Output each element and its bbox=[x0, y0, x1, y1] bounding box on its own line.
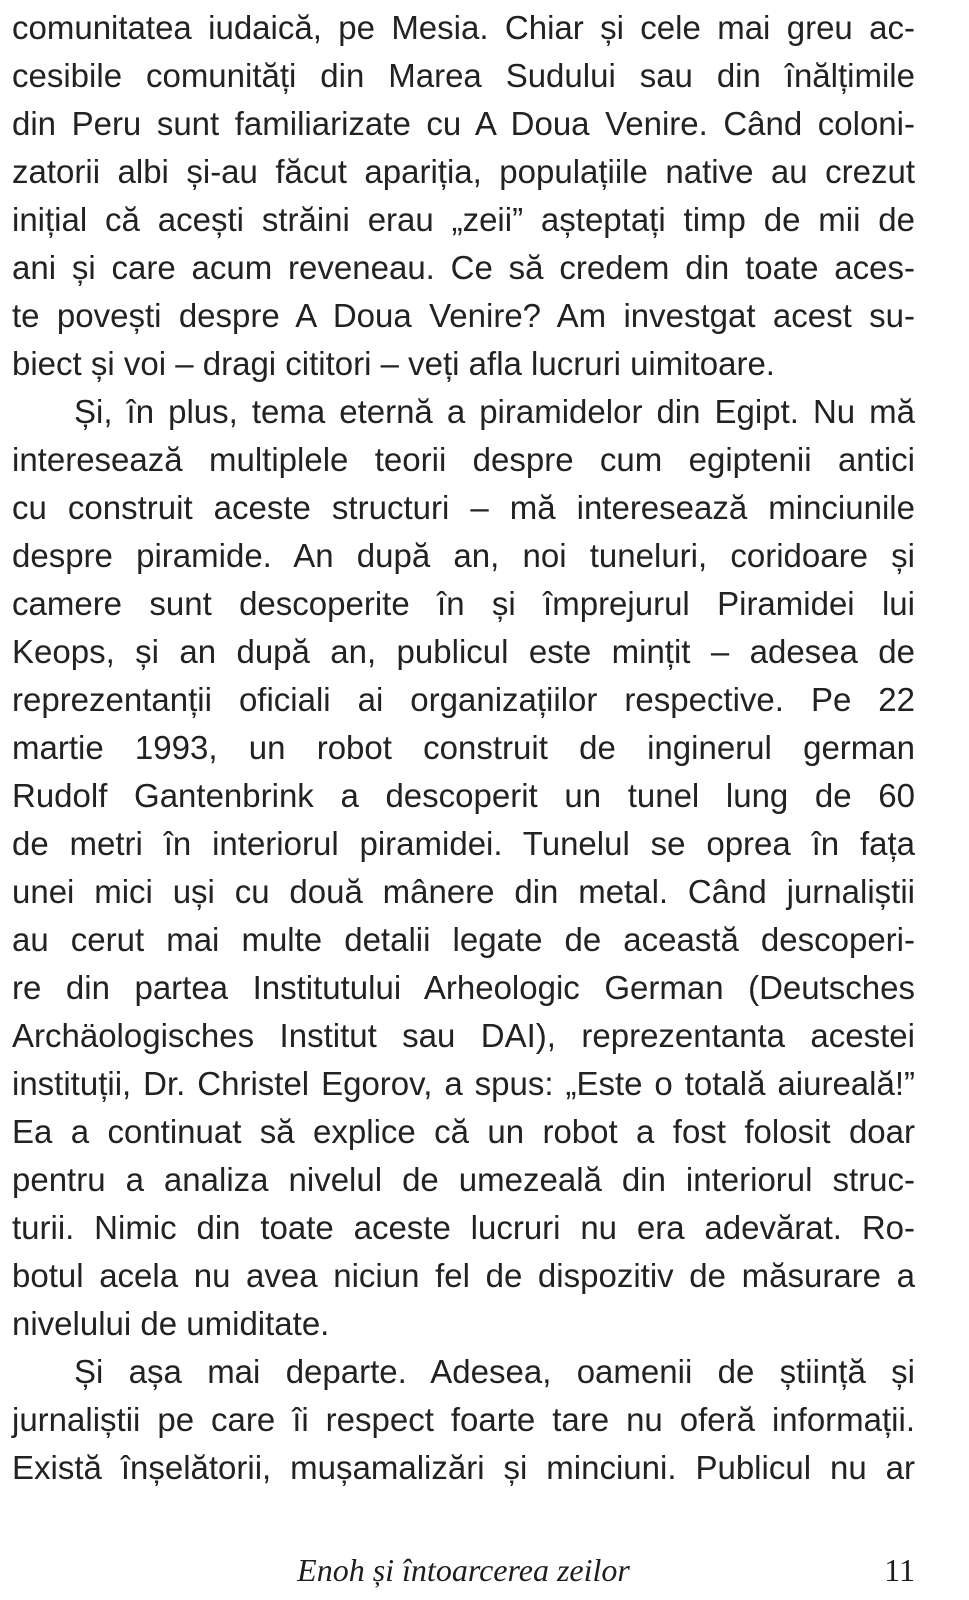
text-line: reprezentanții oficiali ai organizațiilor respective. Pe 22 bbox=[12, 681, 915, 718]
text-line: despre piramide. An după an, noi tuneluri, coridoare și bbox=[12, 537, 915, 574]
text-line: te povești despre A Doua Venire? Am investgat acest su- bbox=[12, 297, 915, 334]
text-line: Keops, și an după an, publicul este mințit – adesea de bbox=[12, 633, 915, 670]
text-line: Și, în plus, tema eternă a piramidelor din Egipt. Nu mă bbox=[74, 393, 915, 430]
text-line: Archäologisches Institut sau DAI), reprezentanta acestei bbox=[12, 1017, 915, 1054]
text-line: au cerut mai multe detalii legate de această descoperi- bbox=[12, 921, 915, 958]
text-line: nivelului de umiditate. bbox=[12, 1305, 330, 1342]
page-footer bbox=[12, 1544, 915, 1596]
paragraph-2 bbox=[12, 388, 915, 1348]
text-line: din Peru sunt familiarizate cu A Doua Venire. Când coloni- bbox=[12, 105, 915, 142]
text-line: de metri în interiorul piramidei. Tunelul se oprea în fața bbox=[12, 825, 915, 862]
text-line: biect și voi – dragi cititori – veți afla lucruri uimitoare. bbox=[12, 345, 775, 382]
text-line: turii. Nimic din toate aceste lucruri nu era adevărat. Ro- bbox=[12, 1209, 915, 1246]
text-line: Ea a continuat să explice că un robot a fost folosit doar bbox=[12, 1113, 915, 1150]
text-line: Și așa mai departe. Adesea, oamenii de știință și bbox=[74, 1353, 915, 1390]
text-line: Rudolf Gantenbrink a descoperit un tunel lung de 60 bbox=[12, 777, 915, 814]
text-line: inițial că acești străini erau „zeii” așteptați timp de mii de bbox=[12, 201, 915, 238]
page-number: 11 bbox=[884, 1552, 915, 1588]
text-line: ani și care acum reveneau. Ce să credem din toate aces- bbox=[12, 249, 915, 286]
text-line: cesibile comunități din Marea Sudului sau din înălțimile bbox=[12, 57, 915, 94]
text-line: unei mici uși cu două mânere din metal. Când jurnaliștii bbox=[12, 873, 915, 910]
text-line: re din partea Institutului Arheologic German (Deutsches bbox=[12, 969, 915, 1006]
text-line: zatorii albi și-au făcut apariția, populațiile native au crezut bbox=[12, 153, 915, 190]
text-line: pentru a analiza nivelul de umezeală din interiorul struc- bbox=[12, 1161, 915, 1198]
paragraph-3 bbox=[12, 1348, 915, 1492]
text-line: botul acela nu avea niciun fel de dispozitiv de măsurare a bbox=[12, 1257, 915, 1294]
text-line: comunitatea iudaică, pe Mesia. Chiar și cele mai greu ac- bbox=[12, 9, 915, 46]
page-text bbox=[12, 4, 915, 1492]
running-title: Enoh și întoarcerea zeilor bbox=[297, 1552, 630, 1588]
text-line: camere sunt descoperite în și împrejurul Piramidei lui bbox=[12, 585, 915, 622]
paragraph-1 bbox=[12, 4, 915, 388]
text-line: interesează multiplele teorii despre cum egiptenii antici bbox=[12, 441, 915, 478]
text-line: Există înșelătorii, mușamalizări și minciuni. Publicul nu ar bbox=[12, 1449, 915, 1486]
text-line: jurnaliștii pe care îi respect foarte tare nu oferă informații. bbox=[12, 1401, 915, 1438]
text-line: instituții, Dr. Christel Egorov, a spus: „Este o totală aiureală!” bbox=[12, 1065, 915, 1102]
text-line: martie 1993, un robot construit de inginerul german bbox=[12, 729, 915, 766]
text-line: cu construit aceste structuri – mă interesează minciunile bbox=[12, 489, 915, 526]
